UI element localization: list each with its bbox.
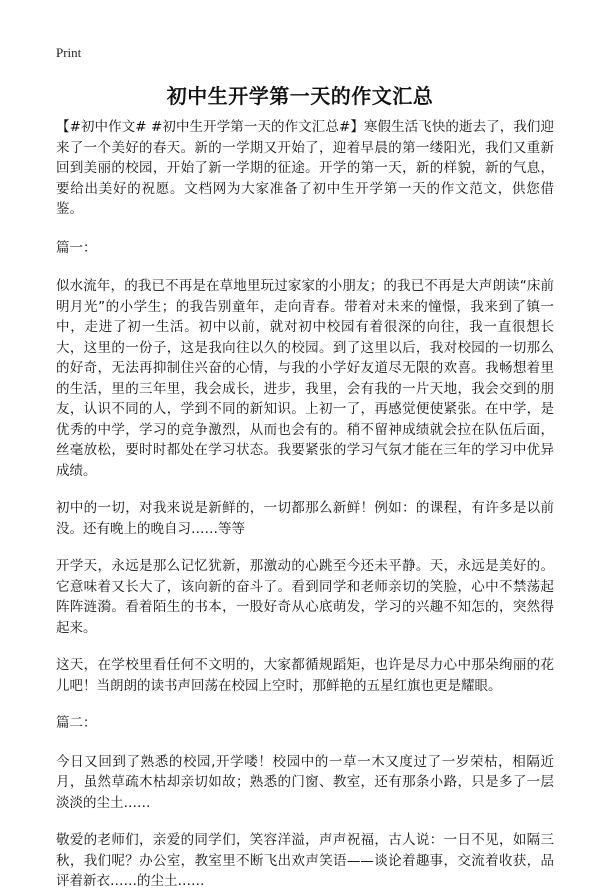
- intro-paragraph: 【#初中作文# #初中生开学第一天的作文汇总#】寒假生活飞快的逝去了，我们迎来了一个美好的春天。新的一学期又开始了，迎着早晨的第一缕阳光，我们又重新回到美丽的校园，开始了新一学期的征途。开学的第一天，新的样貌，新的气息，要给出美好的祝愿。文档网为大家准备了初中生开学第一天的作文范文，供您借鉴。: [56, 119, 554, 217]
- page-title: 初中生开学第一天的作文汇总: [166, 84, 434, 108]
- article-body: [56, 117, 554, 892]
- section2-paragraph: 今日又回到了熟悉的校园,开学喽！校园中的一草一木又度过了一岁荣枯，相隔近月，虽然草疏木枯却亲切如故；熟悉的门窗、教室，还有那条小路，只是多了一层淡淡的尘土……: [56, 753, 554, 811]
- section2-paragraph: 敬爱的老师们，亲爱的同学们，笑容洋溢，声声祝福，古人说：一日不见，如隔三秋，我们呢？办公室，教室里不断飞出欢声笑语——谈论着趣事，交流着收获，品评着新衣……的尘土……: [56, 832, 554, 889]
- print-link[interactable]: Print: [56, 45, 82, 60]
- section-heading-1: 篇一：: [56, 239, 97, 256]
- section-heading-2: 篇二：: [56, 715, 97, 731]
- section1-paragraph: 这天，在学校里看任何不文明的，大家都循规蹈矩，也许是尽力心中那朵绚丽的花儿吧！当朗朗的读书声回荡在校园上空时，那鲜艳的五星红旗也更是耀眼。: [56, 657, 554, 694]
- section1-paragraph: 似水流年，的我已不再是在草地里玩过家家的小朋友；的我已不再是大声朗读“床前明月光”的小学生；的我告别童年，走向青春。带着对未来的憧憬，我来到了镇一中，走进了初一生活。初中以前，就对初中校园有着很深的向往，我一直很想长大，这里的一份子，这是我向往以久的校园。到了这里以后，我对校园的一切那么的好奇，无法再抑制住兴奋的心情，与我的小学好友道尽无限的欢喜。我畅想着里的生活，里的三年里，我会成长，进步，我里，会有我的一片天地，我会交到的朋友，认识不同的人，学到不同的新知识。上初一了，再感觉便使紧张。在中学，是优秀的中学，学习的竞争激烈，从而也会有的。稍不留神成绩就会拉在队伍后面，丝毫放松，要时时都处在学习状态。我要紧张的学习气氛才能在三年的学习中优异成绩。: [56, 278, 554, 479]
- section1-paragraph: 初中的一切，对我来说是新鲜的，一切都那么新鲜！例如：的课程，有许多是以前没。还有晚上的晚自习……等等: [56, 500, 554, 537]
- section1-paragraph: 开学天，永远是那么记忆犹新，那激动的心跳至今还未平静。天，永远是美好的。它意味着又长大了，该向新的奋斗了。看到同学和老师亲切的笑脸，心中不禁荡起阵阵涟漪。看着陌生的书本，一股好奇从心底萌发，学习的兴趣不知怎的，突然得起来。: [56, 558, 554, 636]
